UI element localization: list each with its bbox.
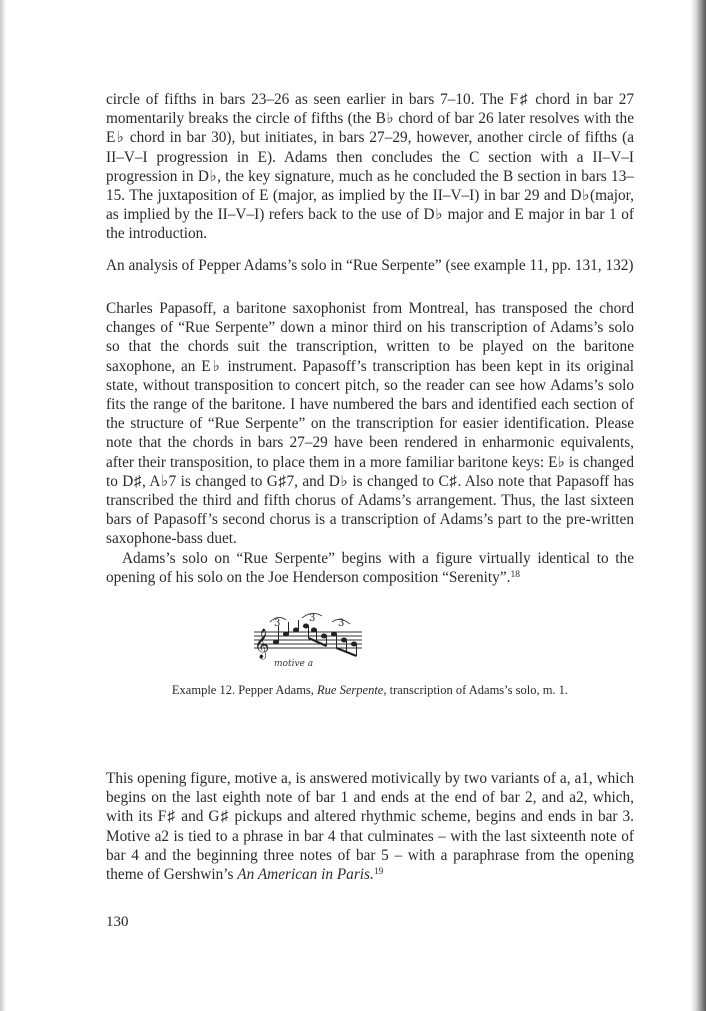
page-edge-right: [690, 0, 706, 1011]
example-caption: [106, 682, 634, 698]
caption-prefix: Example 12. Pepper Adams,: [171, 683, 314, 697]
music-example: [252, 608, 532, 670]
note-5: [311, 628, 316, 632]
note-9: [351, 642, 356, 646]
body-paragraph-2-text: Adams’s solo on “Rue Serpente” begins with a figure virtually identical to the opening of his solo on the Joe Henderson composition “Serenity”.: [106, 549, 634, 586]
body-text: [106, 299, 634, 587]
body-paragraph-2: [106, 549, 634, 587]
opening-paragraph-text: circle of fifths in bars 23–26 as seen earlier in bars 7–10. The F♯ chord in bar 27 momentarily breaks the circle of fifths (the B♭ chord of bar 26 later resolves with the E♭ chord in bar 30), but initiates, in bars 27–29, however, another circle of fifths (a II–V–I progression in E). Adams then concludes the C section with a II–V–I progression in D♭, the key signature, much as he concluded the B section in bars 13–15. The juxtaposition of E (major, as implied by the II–V–I) in bar 29 and D♭(major, as implied by the II–V–I) refers back to the use of D♭ major and E major in bar 1 of the introduction.: [106, 91, 634, 243]
triplet-label-1: 3: [274, 618, 281, 629]
note-2: [283, 632, 288, 636]
note-3: [293, 628, 298, 632]
page-edge-left: [0, 0, 6, 1011]
closing-paragraph: [106, 769, 634, 884]
opening-paragraph: [106, 90, 634, 244]
closing-paragraph-main: This opening figure, motive a, is answered motivically by two variants of a, a1, which begins on the last eighth note of bar 1 and ends at the end of bar 2, and a2, which, with its F♯ and G♯ pickups and altered rhythmic scheme, begins and ends in bar 3. Motive a2 is tied to a phrase in bar 4 that culminates – with the last sixteenth note of bar 4 and the beginning three notes of bar 5 – with a paraphrase from the opening theme of Gershwin’s: [106, 770, 634, 884]
body-paragraph-1: Charles Papasoff, a baritone saxophonist from Montreal, has transposed the chord changes of “Rue Serpente” down a minor third on his transcription of Adams’s solo so that the chords suit the transcription, written to be played on the baritone saxophone, an E♭ instrument. Papasoff’s transcription has been kept in its original state, without transposition to concert pitch, so the reader can see how Adams’s solo fits the range of the baritone. I have numbered the bars and identified each section of the structure of “Rue Serpente” on the transcription for easier identification. Please note that the chords in bars 27–29 have been rendered in enharmonic equivalents, after their transposition, to place them in a more familiar baritone keys: E♭ is changed to D♯, A♭7 is changed to G♯7, and D♭ is changed to C♯. Also note that Papasoff has transcribed the third and fifth chorus of Adams’s arrangement. Thus, the last sixteen bars of Papasoff’s second chorus is a transcription of Adams’s part to the pre-written saxophone-bass duet.: [106, 300, 634, 548]
footnote-ref-19: 19: [373, 867, 384, 878]
motive-label: motive a: [274, 659, 314, 669]
footnote-ref-18: 18: [510, 569, 520, 580]
note-1: [273, 640, 278, 644]
closing-paragraph-text: [106, 769, 634, 884]
note-4: [303, 624, 308, 628]
caption-title: Rue Serpente: [317, 683, 384, 697]
triplet-label-3: 3: [338, 618, 345, 629]
closing-italic-title: An American in Paris.: [237, 866, 374, 884]
music-staff-svg: [252, 608, 532, 670]
section-heading: [106, 256, 634, 275]
note-7: [331, 632, 336, 636]
note-8: [341, 638, 346, 642]
section-heading-text: An analysis of Pepper Adams’s solo in “Rue Serpente” (see example 11, pp. 131, 132): [106, 257, 634, 274]
treble-clef-icon: 𝄞: [254, 629, 270, 659]
note-6: [321, 634, 326, 638]
triplet-label-2: 3: [309, 613, 316, 624]
page-number: 130: [106, 914, 129, 930]
caption-suffix: , transcription of Adams’s solo, m. 1.: [383, 683, 569, 697]
